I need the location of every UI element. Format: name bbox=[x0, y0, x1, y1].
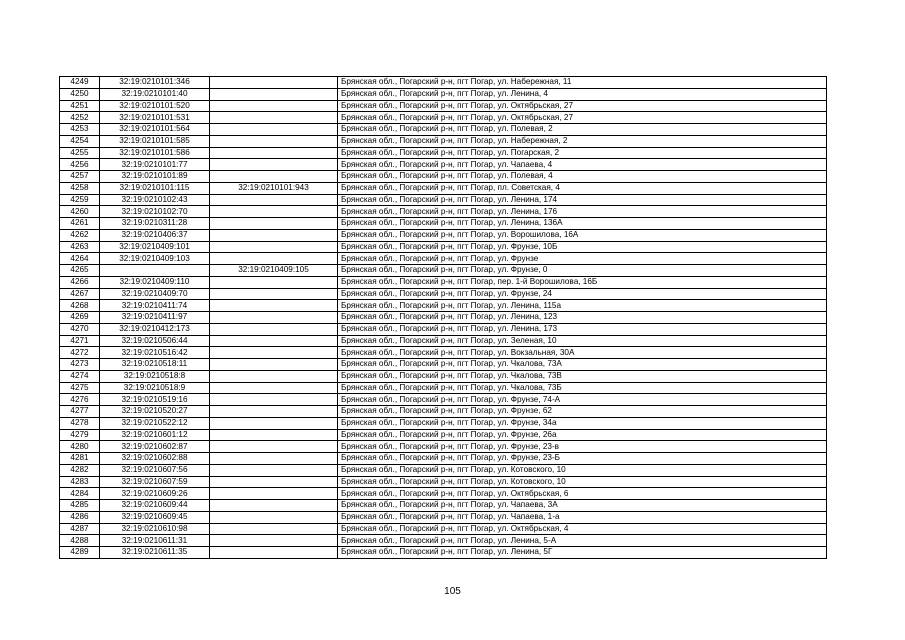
row-number-cell: 4257 bbox=[60, 171, 100, 183]
cadastral-number-cell: 32:19:0210609:45 bbox=[100, 511, 210, 523]
cadastral-number-cell: 32:19:0210101:77 bbox=[100, 159, 210, 171]
address-cell: Брянская обл., Погарский р-н, пгт Погар, ул. Чапаева, 1-а bbox=[338, 511, 827, 523]
secondary-cadastral-number-cell bbox=[210, 359, 338, 371]
row-number-cell: 4281 bbox=[60, 453, 100, 465]
row-number-cell: 4252 bbox=[60, 112, 100, 124]
table-row bbox=[60, 417, 827, 429]
address-cell: Брянская обл., Погарский р-н, пгт Погар, ул. Фрунзе, 0 bbox=[338, 265, 827, 277]
address-cell: Брянская обл., Погарский р-н, пгт Погар, пер. 1-й Ворошилова, 16Б bbox=[338, 276, 827, 288]
cadastral-number-cell: 32:19:0210406:37 bbox=[100, 229, 210, 241]
cadastral-number-cell: 32:19:0210411:74 bbox=[100, 300, 210, 312]
address-cell: Брянская обл., Погарский р-н, пгт Погар, ул. Чкалова, 73Б bbox=[338, 382, 827, 394]
secondary-cadastral-number-cell: 32:19:0210101:943 bbox=[210, 182, 338, 194]
table-row bbox=[60, 229, 827, 241]
address-cell: Брянская обл., Погарский р-н, пгт Погар, ул. Погарская, 2 bbox=[338, 147, 827, 159]
row-number-cell: 4283 bbox=[60, 476, 100, 488]
table-row bbox=[60, 547, 827, 559]
address-cell: Брянская обл., Погарский р-н, пгт Погар, пл. Советская, 4 bbox=[338, 182, 827, 194]
table-row bbox=[60, 476, 827, 488]
cadastral-number-cell: 32:19:0210101:346 bbox=[100, 77, 210, 89]
row-number-cell: 4273 bbox=[60, 359, 100, 371]
secondary-cadastral-number-cell bbox=[210, 171, 338, 183]
table-row bbox=[60, 100, 827, 112]
table-row bbox=[60, 265, 827, 277]
secondary-cadastral-number-cell bbox=[210, 88, 338, 100]
table-row bbox=[60, 147, 827, 159]
table-row bbox=[60, 135, 827, 147]
secondary-cadastral-number-cell bbox=[210, 77, 338, 89]
row-number-cell: 4289 bbox=[60, 547, 100, 559]
table-row bbox=[60, 523, 827, 535]
secondary-cadastral-number-cell bbox=[210, 300, 338, 312]
table-row bbox=[60, 124, 827, 136]
row-number-cell: 4270 bbox=[60, 323, 100, 335]
cadastral-number-cell: 32:19:0210411:97 bbox=[100, 312, 210, 324]
cadastral-number-cell: 32:19:0210518:8 bbox=[100, 370, 210, 382]
cadastral-number-cell: 32:19:0210609:44 bbox=[100, 500, 210, 512]
cadastral-number-cell: 32:19:0210101:115 bbox=[100, 182, 210, 194]
table-row bbox=[60, 347, 827, 359]
secondary-cadastral-number-cell bbox=[210, 535, 338, 547]
address-cell: Брянская обл., Погарский р-н, пгт Погар, ул. Вокзальная, 30А bbox=[338, 347, 827, 359]
table-row bbox=[60, 406, 827, 418]
address-cell: Брянская обл., Погарский р-н, пгт Погар, ул. Октябрьская, 6 bbox=[338, 488, 827, 500]
address-cell: Брянская обл., Погарский р-н, пгт Погар, ул. Ленина, 136А bbox=[338, 218, 827, 230]
address-cell: Брянская обл., Погарский р-н, пгт Погар, ул. Ленина, 176 bbox=[338, 206, 827, 218]
address-cell: Брянская обл., Погарский р-н, пгт Погар, ул. Чапаева, 4 bbox=[338, 159, 827, 171]
secondary-cadastral-number-cell bbox=[210, 194, 338, 206]
cadastral-number-cell: 32:19:0210518:11 bbox=[100, 359, 210, 371]
cadastral-number-cell: 32:19:0210102:43 bbox=[100, 194, 210, 206]
table-row bbox=[60, 77, 827, 89]
row-number-cell: 4256 bbox=[60, 159, 100, 171]
address-cell: Брянская обл., Погарский р-н, пгт Погар, ул. Котовского, 10 bbox=[338, 464, 827, 476]
address-cell: Брянская обл., Погарский р-н, пгт Погар, ул. Набережная, 2 bbox=[338, 135, 827, 147]
row-number-cell: 4260 bbox=[60, 206, 100, 218]
row-number-cell: 4272 bbox=[60, 347, 100, 359]
cadastral-number-cell: 32:19:0210516:42 bbox=[100, 347, 210, 359]
address-cell: Брянская обл., Погарский р-н, пгт Погар, ул. Ленина, 4 bbox=[338, 88, 827, 100]
row-number-cell: 4288 bbox=[60, 535, 100, 547]
cadastral-number-cell: 32:19:0210101:40 bbox=[100, 88, 210, 100]
secondary-cadastral-number-cell bbox=[210, 417, 338, 429]
row-number-cell: 4251 bbox=[60, 100, 100, 112]
address-cell: Брянская обл., Погарский р-н, пгт Погар, ул. Зеленая, 10 bbox=[338, 335, 827, 347]
table-row bbox=[60, 171, 827, 183]
secondary-cadastral-number-cell bbox=[210, 406, 338, 418]
address-cell: Брянская обл., Погарский р-н, пгт Погар, ул. Ленина, 173 bbox=[338, 323, 827, 335]
address-cell: Брянская обл., Погарский р-н, пгт Погар, ул. Ленина, 174 bbox=[338, 194, 827, 206]
cadastral-number-cell: 32:19:0210101:89 bbox=[100, 171, 210, 183]
secondary-cadastral-number-cell bbox=[210, 464, 338, 476]
secondary-cadastral-number-cell bbox=[210, 218, 338, 230]
table-row bbox=[60, 394, 827, 406]
row-number-cell: 4253 bbox=[60, 124, 100, 136]
row-number-cell: 4271 bbox=[60, 335, 100, 347]
row-number-cell: 4264 bbox=[60, 253, 100, 265]
table-row bbox=[60, 206, 827, 218]
address-cell: Брянская обл., Погарский р-н, пгт Погар, ул. Фрунзе, 62 bbox=[338, 406, 827, 418]
row-number-cell: 4250 bbox=[60, 88, 100, 100]
secondary-cadastral-number-cell bbox=[210, 394, 338, 406]
table-row bbox=[60, 464, 827, 476]
row-number-cell: 4282 bbox=[60, 464, 100, 476]
secondary-cadastral-number-cell bbox=[210, 453, 338, 465]
row-number-cell: 4263 bbox=[60, 241, 100, 253]
secondary-cadastral-number-cell bbox=[210, 547, 338, 559]
row-number-cell: 4274 bbox=[60, 370, 100, 382]
secondary-cadastral-number-cell bbox=[210, 500, 338, 512]
cadastral-number-cell: 32:19:0210102:70 bbox=[100, 206, 210, 218]
table-row bbox=[60, 159, 827, 171]
row-number-cell: 4254 bbox=[60, 135, 100, 147]
address-cell: Брянская обл., Погарский р-н, пгт Погар, ул. Ворошилова, 16А bbox=[338, 229, 827, 241]
cadastral-number-cell: 32:19:0210607:56 bbox=[100, 464, 210, 476]
cadastral-number-cell: 32:19:0210607:59 bbox=[100, 476, 210, 488]
address-cell: Брянская обл., Погарский р-н, пгт Погар, ул. Фрунзе bbox=[338, 253, 827, 265]
address-cell: Брянская обл., Погарский р-н, пгт Погар, ул. Полевая, 4 bbox=[338, 171, 827, 183]
cadastral-number-cell: 32:19:0210518:9 bbox=[100, 382, 210, 394]
cadastral-number-cell: 32:19:0210409:70 bbox=[100, 288, 210, 300]
table-row bbox=[60, 511, 827, 523]
row-number-cell: 4284 bbox=[60, 488, 100, 500]
row-number-cell: 4267 bbox=[60, 288, 100, 300]
cadastral-number-cell: 32:19:0210409:110 bbox=[100, 276, 210, 288]
cadastral-number-cell: 32:19:0210522:12 bbox=[100, 417, 210, 429]
address-cell: Брянская обл., Погарский р-н, пгт Погар, ул. Чапаева, 3А bbox=[338, 500, 827, 512]
secondary-cadastral-number-cell bbox=[210, 312, 338, 324]
address-cell: Брянская обл., Погарский р-н, пгт Погар, ул. Фрунзе, 74-А bbox=[338, 394, 827, 406]
address-cell: Брянская обл., Погарский р-н, пгт Погар, ул. Чкалова, 73В bbox=[338, 370, 827, 382]
address-cell: Брянская обл., Погарский р-н, пгт Погар, ул. Фрунзе, 23-Б bbox=[338, 453, 827, 465]
cadastral-number-cell: 32:19:0210610:98 bbox=[100, 523, 210, 535]
table-row bbox=[60, 88, 827, 100]
table-row bbox=[60, 382, 827, 394]
address-cell: Брянская обл., Погарский р-н, пгт Погар, ул. Октябрьская, 27 bbox=[338, 100, 827, 112]
table-row bbox=[60, 359, 827, 371]
address-cell: Брянская обл., Погарский р-н, пгт Погар, ул. Ленина, 123 bbox=[338, 312, 827, 324]
table-row bbox=[60, 276, 827, 288]
secondary-cadastral-number-cell bbox=[210, 370, 338, 382]
address-cell: Брянская обл., Погарский р-н, пгт Погар, ул. Фрунзе, 23-в bbox=[338, 441, 827, 453]
row-number-cell: 4259 bbox=[60, 194, 100, 206]
address-cell: Брянская обл., Погарский р-н, пгт Погар, ул. Полевая, 2 bbox=[338, 124, 827, 136]
cadastral-number-cell: 32:19:0210602:87 bbox=[100, 441, 210, 453]
table-row bbox=[60, 335, 827, 347]
cadastral-number-cell: 32:19:0210519:16 bbox=[100, 394, 210, 406]
table-row bbox=[60, 488, 827, 500]
secondary-cadastral-number-cell bbox=[210, 335, 338, 347]
secondary-cadastral-number-cell bbox=[210, 124, 338, 136]
address-cell: Брянская обл., Погарский р-н, пгт Погар, ул. Октябрьская, 4 bbox=[338, 523, 827, 535]
secondary-cadastral-number-cell bbox=[210, 253, 338, 265]
row-number-cell: 4268 bbox=[60, 300, 100, 312]
row-number-cell: 4255 bbox=[60, 147, 100, 159]
cadastral-number-cell: 32:19:0210520:27 bbox=[100, 406, 210, 418]
row-number-cell: 4265 bbox=[60, 265, 100, 277]
cadastral-number-cell: 32:19:0210602:88 bbox=[100, 453, 210, 465]
cadastral-number-cell: 32:19:0210611:31 bbox=[100, 535, 210, 547]
secondary-cadastral-number-cell bbox=[210, 323, 338, 335]
secondary-cadastral-number-cell bbox=[210, 229, 338, 241]
secondary-cadastral-number-cell bbox=[210, 276, 338, 288]
cadastral-number-cell: 32:19:0210101:520 bbox=[100, 100, 210, 112]
table-row bbox=[60, 218, 827, 230]
secondary-cadastral-number-cell bbox=[210, 112, 338, 124]
page-number: 105 bbox=[444, 586, 461, 597]
row-number-cell: 4287 bbox=[60, 523, 100, 535]
row-number-cell: 4278 bbox=[60, 417, 100, 429]
address-cell: Брянская обл., Погарский р-н, пгт Погар, ул. Чкалова, 73А bbox=[338, 359, 827, 371]
secondary-cadastral-number-cell bbox=[210, 206, 338, 218]
table-row bbox=[60, 453, 827, 465]
cadastral-number-cell: 32:19:0210409:103 bbox=[100, 253, 210, 265]
cadastral-number-cell: 32:19:0210409:101 bbox=[100, 241, 210, 253]
table-row bbox=[60, 194, 827, 206]
row-number-cell: 4258 bbox=[60, 182, 100, 194]
cadastral-number-cell: 32:19:0210101:585 bbox=[100, 135, 210, 147]
table-row bbox=[60, 182, 827, 194]
table-row bbox=[60, 112, 827, 124]
secondary-cadastral-number-cell bbox=[210, 147, 338, 159]
table-row bbox=[60, 253, 827, 265]
table-row bbox=[60, 441, 827, 453]
table-row bbox=[60, 300, 827, 312]
address-cell: Брянская обл., Погарский р-н, пгт Погар, ул. Октябрьская, 27 bbox=[338, 112, 827, 124]
cadastral-number-cell: 32:19:0210412:173 bbox=[100, 323, 210, 335]
secondary-cadastral-number-cell bbox=[210, 476, 338, 488]
row-number-cell: 4249 bbox=[60, 77, 100, 89]
address-cell: Брянская обл., Погарский р-н, пгт Погар, ул. Ленина, 5Г bbox=[338, 547, 827, 559]
cadastral-number-cell: 32:19:0210101:531 bbox=[100, 112, 210, 124]
row-number-cell: 4280 bbox=[60, 441, 100, 453]
row-number-cell: 4277 bbox=[60, 406, 100, 418]
address-cell: Брянская обл., Погарский р-н, пгт Погар, ул. Фрунзе, 10Б bbox=[338, 241, 827, 253]
cadastral-number-cell: 32:19:0210311:28 bbox=[100, 218, 210, 230]
secondary-cadastral-number-cell bbox=[210, 441, 338, 453]
table-row bbox=[60, 500, 827, 512]
cadastral-number-cell bbox=[100, 265, 210, 277]
secondary-cadastral-number-cell bbox=[210, 288, 338, 300]
table-row bbox=[60, 288, 827, 300]
address-cell: Брянская обл., Погарский р-н, пгт Погар, ул. Фрунзе, 34а bbox=[338, 417, 827, 429]
table-row bbox=[60, 312, 827, 324]
secondary-cadastral-number-cell bbox=[210, 135, 338, 147]
table-row bbox=[60, 535, 827, 547]
row-number-cell: 4262 bbox=[60, 229, 100, 241]
table-row bbox=[60, 429, 827, 441]
address-cell: Брянская обл., Погарский р-н, пгт Погар, ул. Набережная, 11 bbox=[338, 77, 827, 89]
cadastral-number-cell: 32:19:0210506:44 bbox=[100, 335, 210, 347]
secondary-cadastral-number-cell bbox=[210, 382, 338, 394]
row-number-cell: 4276 bbox=[60, 394, 100, 406]
address-cell: Брянская обл., Погарский р-н, пгт Погар, ул. Ленина, 5-А bbox=[338, 535, 827, 547]
address-cell: Брянская обл., Погарский р-н, пгт Погар, ул. Ленина, 115а bbox=[338, 300, 827, 312]
cadastral-number-cell: 32:19:0210611:35 bbox=[100, 547, 210, 559]
cadastral-number-cell: 32:19:0210609:26 bbox=[100, 488, 210, 500]
cadastral-number-cell: 32:19:0210601:12 bbox=[100, 429, 210, 441]
row-number-cell: 4279 bbox=[60, 429, 100, 441]
row-number-cell: 4285 bbox=[60, 500, 100, 512]
secondary-cadastral-number-cell bbox=[210, 511, 338, 523]
table-row bbox=[60, 370, 827, 382]
secondary-cadastral-number-cell bbox=[210, 523, 338, 535]
address-cell: Брянская обл., Погарский р-н, пгт Погар, ул. Фрунзе, 24 bbox=[338, 288, 827, 300]
secondary-cadastral-number-cell bbox=[210, 159, 338, 171]
secondary-cadastral-number-cell bbox=[210, 488, 338, 500]
row-number-cell: 4269 bbox=[60, 312, 100, 324]
registry-table bbox=[59, 76, 827, 559]
address-cell: Брянская обл., Погарский р-н, пгт Погар, ул. Котовского, 10 bbox=[338, 476, 827, 488]
secondary-cadastral-number-cell bbox=[210, 100, 338, 112]
table-row bbox=[60, 241, 827, 253]
registry-table-body bbox=[60, 77, 827, 559]
row-number-cell: 4261 bbox=[60, 218, 100, 230]
cadastral-number-cell: 32:19:0210101:564 bbox=[100, 124, 210, 136]
address-cell: Брянская обл., Погарский р-н, пгт Погар, ул. Фрунзе, 26а bbox=[338, 429, 827, 441]
row-number-cell: 4286 bbox=[60, 511, 100, 523]
secondary-cadastral-number-cell bbox=[210, 347, 338, 359]
secondary-cadastral-number-cell: 32:19:0210409:105 bbox=[210, 265, 338, 277]
cadastral-number-cell: 32:19:0210101:586 bbox=[100, 147, 210, 159]
row-number-cell: 4266 bbox=[60, 276, 100, 288]
secondary-cadastral-number-cell bbox=[210, 429, 338, 441]
row-number-cell: 4275 bbox=[60, 382, 100, 394]
table-row bbox=[60, 323, 827, 335]
secondary-cadastral-number-cell bbox=[210, 241, 338, 253]
